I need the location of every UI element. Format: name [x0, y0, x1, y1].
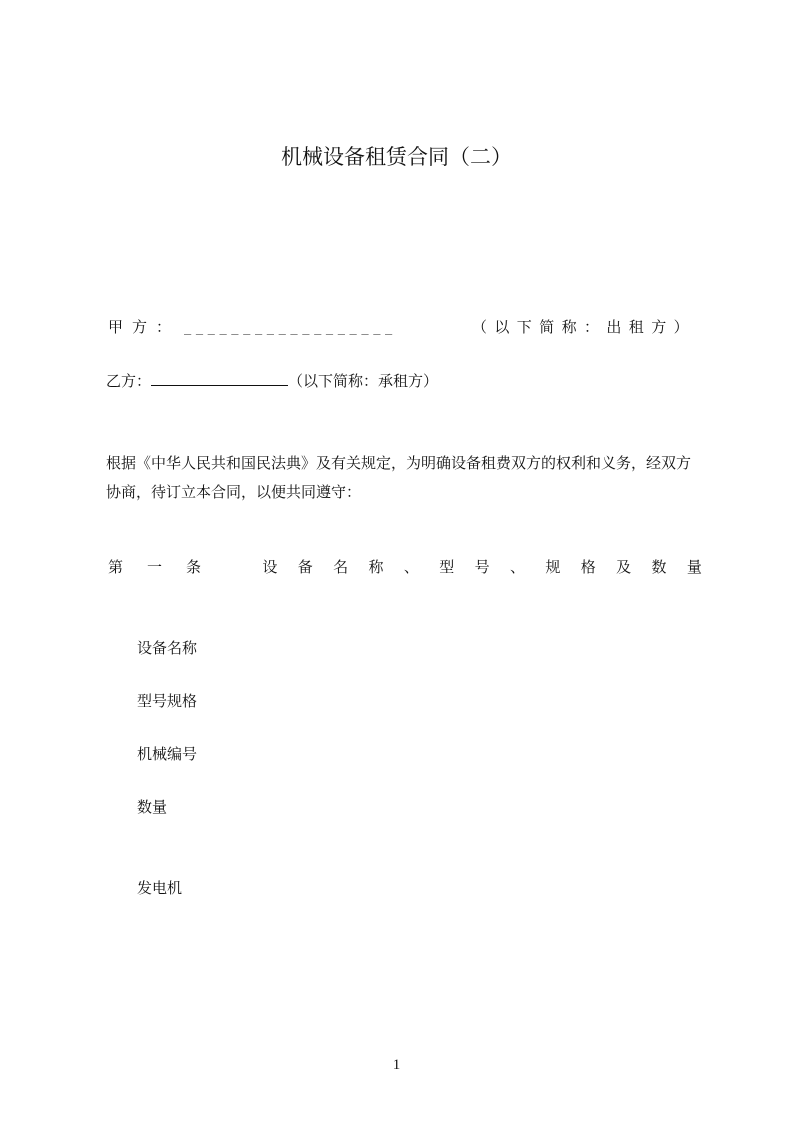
article-1-char: 格 [580, 558, 596, 576]
party-a-line [108, 316, 696, 339]
party-a-label-text: 甲方： [108, 318, 181, 336]
article-1-char: 型 [439, 558, 455, 576]
party-a-label [108, 316, 181, 338]
field-quantity: 数量 [137, 798, 168, 816]
article-1-char: 号 [474, 558, 490, 576]
party-a-blank: __________________ [184, 321, 397, 335]
field-equipment-name: 设备名称 [137, 639, 198, 657]
party-b-blank [151, 370, 288, 386]
article-1-char: 、 [403, 558, 419, 576]
field-generator: 发电机 [137, 879, 183, 897]
article-1-number: 第一条 [108, 558, 226, 576]
article-1-char: 、 [509, 558, 525, 576]
party-a-note: （以下简称：出租方） [472, 318, 697, 336]
page-number: 1 [392, 1057, 401, 1073]
article-1-char: 规 [545, 558, 561, 576]
intro-paragraph: 根据《中华人民共和国民法典》及有关规定，为明确设备租费双方的权利和义务，经双方协商，待订立本合同，以便共同遵守： [106, 454, 692, 501]
party-b-label: 乙方： [106, 372, 152, 390]
party-b-note: （以下简称：承租方） [288, 372, 439, 390]
party-b-line [106, 370, 438, 392]
article-1-char: 名 [333, 558, 349, 576]
article-1-char: 及 [616, 558, 632, 576]
article-1-char: 称 [368, 558, 384, 576]
article-1-heading [108, 556, 702, 578]
field-machine-number: 机械编号 [137, 745, 198, 763]
document-title: 机械设备租赁合同（二） [281, 145, 512, 169]
article-1-char: 数 [651, 558, 667, 576]
article-1-char: 量 [686, 558, 702, 576]
field-model-spec: 型号规格 [137, 692, 198, 710]
article-1-char: 设 [262, 558, 278, 576]
article-1-char: 备 [297, 558, 313, 576]
